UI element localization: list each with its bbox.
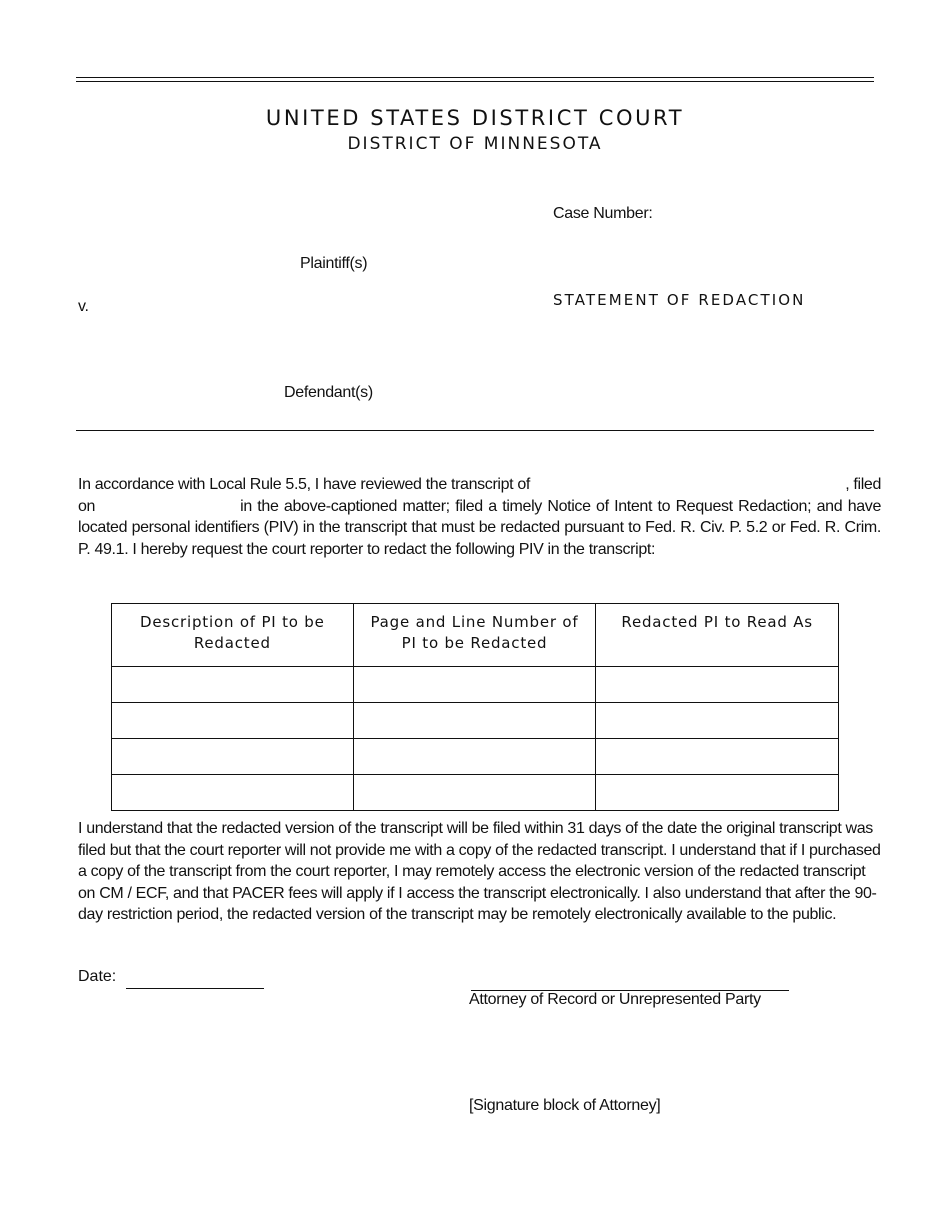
table-row [112, 775, 839, 811]
table-cell[interactable] [353, 739, 596, 775]
intro-paragraph [78, 474, 881, 560]
transcript-blank [568, 474, 808, 496]
column-header-description: Description of PI to be Redacted [112, 604, 354, 667]
intro-on: on [78, 497, 96, 515]
caption-divider [76, 430, 874, 431]
table-cell[interactable] [112, 703, 354, 739]
column-header-page-line: Page and Line Number of PI to be Redacted [353, 604, 596, 667]
intro-line-1 [78, 474, 881, 496]
table-cell[interactable] [596, 703, 839, 739]
date-label: Date: [78, 968, 117, 985]
intro-text-a: In accordance with Local Rule 5.5, I have reviewed the transcript of [78, 476, 531, 493]
table-cell[interactable] [112, 667, 354, 703]
case-number-label: Case Number: [553, 205, 653, 222]
table-cell[interactable] [596, 775, 839, 811]
table-row [112, 739, 839, 775]
plaintiff-label: Plaintiff(s) [300, 255, 368, 272]
table-cell[interactable] [353, 703, 596, 739]
court-title: UNITED STATES DISTRICT COURT [265, 106, 685, 130]
column-header-redacted-as: Redacted PI to Read As [596, 604, 839, 667]
intro-text-b: , filed [845, 476, 881, 493]
court-district: DISTRICT OF MINNESOTA [347, 134, 603, 154]
table-row [112, 667, 839, 703]
table-row [112, 703, 839, 739]
document-title: STATEMENT OF REDACTION [553, 291, 806, 309]
defendant-label: Defendant(s) [284, 384, 373, 401]
table-cell[interactable] [596, 739, 839, 775]
understanding-paragraph: I understand that the redacted version of the transcript will be filed within 31 days of the date the original transcript was filed but that the court reporter will not provide me with a copy of the redacted transcript. I understand that if I purchased a copy of the transcript from the court reporter, I may remotely access the electronic version of the redacted transcript on CM / ECF, and that PACER fees will apply if I access the transcript electronically. I also understand that after the 90-day restriction period, the redacted version of the transcript may be remotely electronically available to the public. [78, 820, 881, 923]
top-double-rule-lower [76, 81, 874, 82]
table-cell[interactable] [596, 667, 839, 703]
top-double-rule-upper [76, 77, 874, 78]
redaction-table [111, 603, 839, 811]
table-cell[interactable] [112, 739, 354, 775]
intro-body [78, 496, 881, 561]
attorney-signature-label: Attorney of Record or Unrepresented Party [469, 991, 761, 1008]
table-cell[interactable] [112, 775, 354, 811]
table-header-row [112, 604, 839, 667]
signature-block: [Signature block of Attorney] [469, 1097, 661, 1114]
versus-label: v. [78, 298, 89, 315]
table-cell[interactable] [353, 775, 596, 811]
intro-rest: in the above-captioned matter; filed a timely Notice of Intent to Request Redaction; and have located personal identifiers (PIV) in the transcript that must be redacted pursuant to Fed. R. Civ. P. 5.2 or Fed. R. Crim. P. 49.1. I hereby request the court reporter to redact the following PIV in the transcript: [78, 497, 881, 558]
date-signature-line[interactable] [126, 988, 264, 989]
table-cell[interactable] [353, 667, 596, 703]
